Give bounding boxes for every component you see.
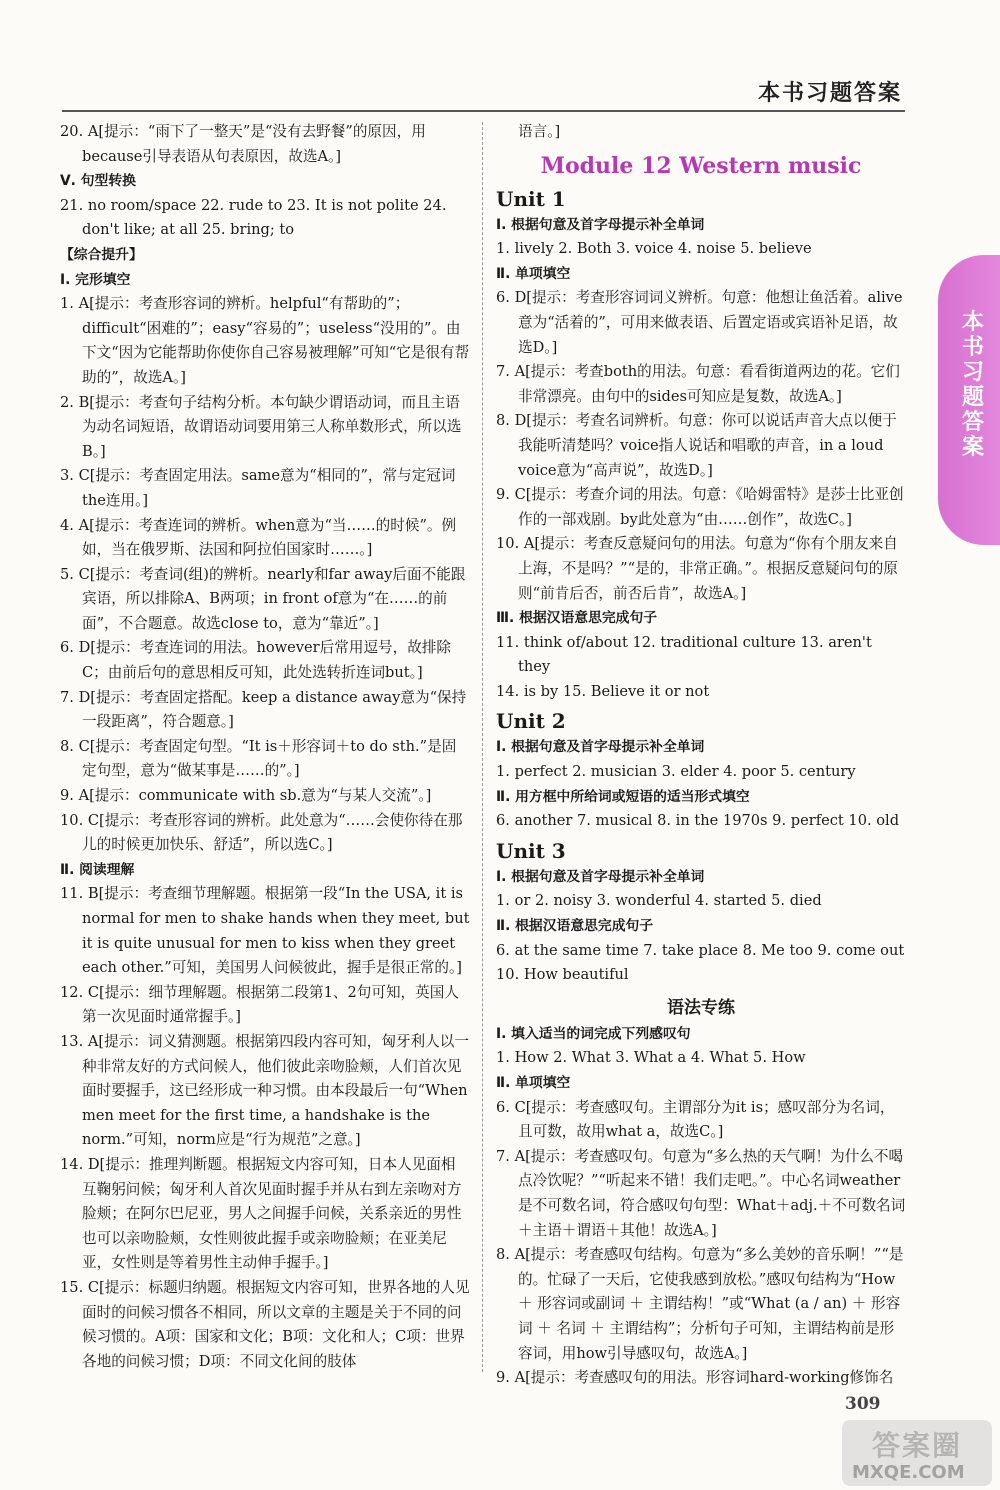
answer-item: 1. A[提示：考查形容词的辨析。helpful“有帮助的”；difficult“困难的”；easy“容易的”；useless“没用的”。由下文“因为它能帮助你使你自己容易被理解”可知“它是很有帮助的”，故选A。] [60, 295, 470, 386]
answer-item: 7. A[提示：考查感叹句。句意为“多么热的天气啊！为什么不喝点冷饮呢？”“听起来不错！我们走吧。”。中心名词weather是不可数名词，符合感叹句句型：What＋adj.＋不可数名词＋主语＋谓语＋其他！故选A。] [496, 1147, 906, 1239]
answer-item: 2. B[提示：考查句子结构分析。本句缺少谓语动词，而且主语为动名词短语，故谓语动词要用第三人称单数形式，所以选B。] [60, 393, 462, 460]
answer-item: 1. lively 2. Both 3. voice 4. noise 5. believe [496, 240, 812, 258]
unit-title: Unit 1 [496, 186, 566, 211]
answer-item: 10. C[提示：考查形容词的辨析。此处意为“……会使你待在那儿的时候更加快乐、舒适”，所以选C。] [60, 811, 463, 854]
continued-text: 语言。] [518, 123, 561, 140]
left-column [60, 120, 470, 1374]
answer-item: 4. A[提示：考查连词的辨析。when意为“当……的时候”。例如，当在俄罗斯、法国和阿拉伯国家时……。] [60, 516, 457, 559]
answer-item: 3. C[提示：考查固定用法。same意为“相同的”，常与定冠词the连用。] [60, 467, 456, 509]
section-heading: 【综合提升】 [60, 246, 143, 263]
column-divider [482, 122, 483, 1372]
page-number: 309 [845, 1394, 881, 1414]
answer-item: 8. D[提示：考查名词辨析。句意：你可以说话声音大点以便于我能听清楚吗？voice指人说话和唱歌的声音，in a loud voice意为“高声说”，故选D。] [496, 412, 897, 479]
answer-item: 6. at the same time 7. take place 8. Me too 9. come out [496, 941, 905, 959]
answer-item: 8. C[提示：考查固定句型。“It is＋形容词＋to do sth.”是固定句型，意为“做某事是……的”。] [60, 737, 457, 780]
answer-item: 7. D[提示：考查固定搭配。keep a distance away意为“保持一段距离”，符合题意。] [60, 688, 467, 731]
answer-item: 12. C[提示：细节理解题。根据第二段第1、2句可知，英国人第一次见面时通常握手。] [60, 983, 459, 1026]
answer-item: 6. another 7. musical 8. in the 1970s 9. perfect 10. old [496, 812, 900, 830]
watermark-logo [842, 1420, 992, 1486]
answer-item: 9. C[提示：考查介词的用法。句意：《哈姆雷特》是莎士比亚创作的一部戏剧。by此处意为“由……创作”，故选C。] [496, 486, 904, 528]
module-title: Module 12 Western music [540, 152, 862, 179]
section-heading: Ⅱ. 根据汉语意思完成句子 [496, 918, 654, 935]
answer-item: 8. A[提示：考查感叹句结构。句意为“多么美妙的音乐啊！”“是的。忙碌了一天后，它使我感到放松。”感叹句结构为“How ＋ 形容词或副词 ＋ 主谓结构！”或“What (a / an) ＋ 形容词 ＋ 名词 ＋ 主谓结构”；分析句子可知，主谓结构前是形容词，用how引导感叹句，故选A。] [496, 1246, 904, 1362]
answer-item: 6. C[提示：考查感叹句。主谓部分为it is；感叹部分为名词，且可数，故用what a，故选C。] [496, 1098, 895, 1141]
right-column [496, 120, 906, 1391]
answer-item: 1. perfect 2. musician 3. elder 4. poor 5. century [496, 763, 856, 781]
section-heading: Ⅱ. 单项填空 [496, 265, 571, 282]
section-heading: Ⅰ. 根据句意及首字母提示补全单词 [496, 216, 705, 233]
section-heading: Ⅱ. 用方框中所给词或短语的适当形式填空 [496, 788, 750, 805]
watermark-site-text: MXQE.COM [852, 1462, 965, 1483]
section-heading: Ⅴ. 句型转换 [60, 173, 136, 190]
watermark-main-text: 答案圈 [872, 1429, 963, 1462]
answer-item: 7. A[提示：考查both的用法。句意：看看街道两边的花。它们非常漂亮。由句中的sides可知应是复数，故选A。] [496, 363, 900, 405]
answer-item: 10. A[提示：考查反意疑问句的用法。句意为“你有个朋友来自上海，不是吗？”“是的，非常正确。”。根据反意疑问句的原则“前肯后否，前否后肯”，故选A。] [496, 535, 898, 602]
section-heading: Ⅱ. 阅读理解 [60, 861, 135, 878]
unit-title: Unit 3 [496, 838, 566, 863]
answer-item: 14. is by 15. Believe it or not [496, 682, 710, 700]
header-rule [62, 110, 905, 112]
section-heading: Ⅰ. 根据句意及首字母提示补全单词 [496, 868, 705, 885]
answer-item: 5. C[提示：考查词(组)的辨析。nearly和far away后面不能跟宾语，所以排除A、B两项；in front of意为“在……的前面”，不合题意。故选close to，意为“靠近”。] [60, 565, 466, 632]
grammar-title: 语法专练 [667, 997, 735, 1018]
answer-item: 11. B[提示：考查细节理解题。根据第一段“In the USA, it is normal for men to shake hands when they meet, but it is quite unusual for men to kiss when they greet each other.”可知，美国男人问候彼此，握手是很正常的。] [60, 885, 470, 977]
answer-item: 11. think of/about 12. traditional culture 13. aren't they [496, 633, 872, 676]
section-heading: Ⅲ. 根据汉语意思完成句子 [496, 610, 658, 627]
answer-item: 13. A[提示：词义猜测题。根据第四段内容可知，匈牙利人以一种非常友好的方式问候人，他们彼此亲吻脸颊，人们首次见面时要握手，这已经形成一种习惯。由本段最后一句“When men meet for the first time, a handshake is the norm.”可知，norm应是“行为规范”之意。] [60, 1032, 469, 1149]
answer-item: 6. D[提示：考查形容词词义辨析。句意：他想让鱼活着。alive意为“活着的”，可用来做表语、后置定语或宾语补足语，故选D。] [496, 289, 903, 356]
section-heading: Ⅰ. 完形填空 [60, 271, 131, 288]
answer-item: 14. D[提示：推理判断题。根据短文内容可知，日本人见面相互鞠躬问候；匈牙利人首次见面时握手并从右到左亲吻对方脸颊；在阿尔巴尼亚，男人之间握手问候，关系亲近的男性也可以亲吻脸颊，女性则彼此握手或亲吻脸颊；在亚美尼亚，女性则是等着男性主动伸手握手。] [60, 1155, 462, 1272]
answer-item: 6. D[提示：考查连词的用法。however后常用逗号，故排除C；由前后句的意思相反可知，此处选转折连词but。] [60, 639, 452, 682]
answer-item: 9. A[提示：考查感叹句的用法。形容词hard-working修饰名 [496, 1369, 894, 1387]
answer-item: 1. or 2. noisy 3. wonderful 4. started 5. died [496, 892, 822, 910]
answer-item: 10. How beautiful [496, 966, 629, 984]
answer-item: 15. C[提示：标题归纳题。根据短文内容可知，世界各地的人见面时的问候习惯各不相同，所以文章的主题是关于不同的问候习惯的。A项：国家和文化；B项：文化和人；C项：世界各地的问候习惯；D项：不同文化间的肢体 [60, 1278, 470, 1370]
section-heading: Ⅰ. 根据句意及首字母提示补全单词 [496, 739, 705, 756]
page-header-title: 本书习题答案 [757, 80, 902, 106]
unit-title: Unit 2 [496, 709, 566, 734]
answer-item: 1. How 2. What 3. What a 4. What 5. How [496, 1049, 806, 1067]
section-heading: Ⅱ. 单项填空 [496, 1075, 571, 1091]
answer-item: 21. no room/space 22. rude to 23. It is not polite 24. don't like; at all 25. bring; to [60, 196, 447, 239]
answer-item: 20. A[提示：“雨下了一整天”是“没有去野餐”的原因，用because引导表语从句表原因，故选A。] [60, 123, 426, 165]
section-heading: Ⅰ. 填入适当的词完成下列感叹句 [496, 1025, 691, 1042]
side-tab-label: 本书习题答案 [961, 310, 984, 460]
answer-item: 9. A[提示：communicate with sb.意为“与某人交流”。] [60, 787, 432, 805]
